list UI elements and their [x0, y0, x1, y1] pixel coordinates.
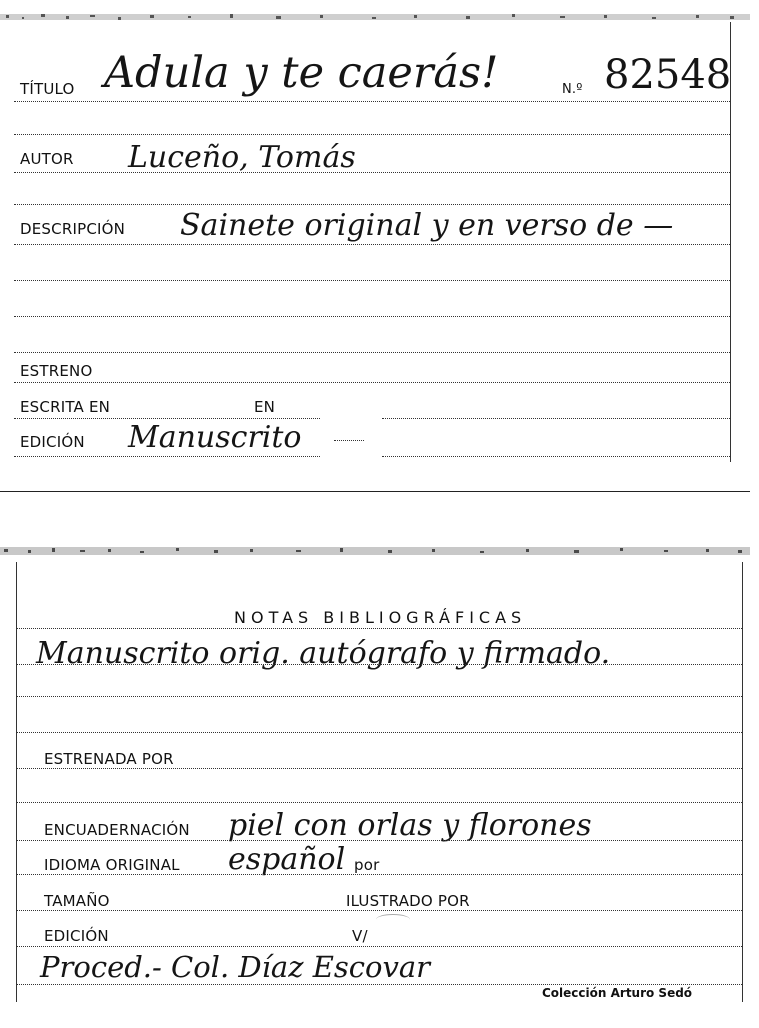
edicion-value: Manuscrito [128, 420, 302, 455]
encuadernacion-label: ENCUADERNACIÓN [44, 821, 190, 839]
v-label: V/ [352, 927, 368, 945]
notas-rule [16, 664, 742, 665]
autor-value: Luceño, Tomás [128, 140, 356, 175]
escrita-en-label: ESCRITA EN [20, 398, 111, 416]
descripcion-value: Sainete original y en verso de — [180, 208, 674, 243]
procedencia-value: Proced.- Col. Díaz Escovar [40, 950, 430, 984]
escrita-en-rule-left [14, 418, 320, 419]
edicion-rule-left [14, 456, 320, 457]
edicion-rule-right [382, 456, 730, 457]
tamano-label: TAMAÑO [44, 892, 110, 910]
heading-rule [16, 628, 742, 629]
catalog-number: 82548 [604, 52, 732, 98]
escrita-en-rule-right [382, 418, 730, 419]
edicion-rule-dash [334, 440, 364, 441]
estrenada-por-rule [16, 768, 742, 769]
estrenada-por-label: ESTRENADA POR [44, 750, 174, 768]
encuadernacion-value: piel con orlas y florones [228, 808, 592, 843]
rule-b4 [16, 732, 742, 733]
edicion-label: EDICIÓN [44, 927, 109, 945]
estreno-label: ESTRENO [20, 362, 93, 380]
en-label: EN [254, 398, 276, 416]
rule-6 [14, 280, 730, 281]
idioma-original-rule [16, 874, 742, 875]
catalog-card-bottom [0, 540, 759, 1028]
notas-value: Manuscrito orig. autógrafo y firmado. [36, 636, 611, 671]
idioma-original-value: español [228, 842, 346, 877]
estreno-rule [14, 382, 730, 383]
notas-bibliograficas-heading: NOTAS BIBLIOGRÁFICAS [234, 608, 527, 627]
catalog-card-top [0, 0, 759, 492]
rule-8 [14, 352, 730, 353]
descripcion-label: DESCRIPCIÓN [20, 220, 126, 238]
scan-edge-speckle [0, 10, 750, 24]
collection-footer: Colección Arturo Sedó [542, 986, 693, 1000]
card-right-border [742, 562, 743, 1002]
rule-4 [14, 204, 730, 205]
scan-edge-speckle [0, 544, 750, 558]
number-label: N.º [562, 82, 583, 97]
idioma-original-label: IDIOMA ORIGINAL [44, 856, 180, 874]
edicion-rule [16, 946, 742, 947]
rule-b3 [16, 696, 742, 697]
tamano-rule [16, 910, 742, 911]
procedencia-rule [16, 984, 742, 985]
rule-2 [14, 134, 730, 135]
rule-b6 [16, 802, 742, 803]
titulo-label: TÍTULO [20, 80, 75, 98]
card-bottom-edge [0, 491, 750, 492]
titulo-rule [14, 101, 730, 102]
paper-smudge [376, 914, 410, 925]
ilustrado-por-label: ILUSTRADO POR [346, 892, 470, 910]
por-label: por [354, 856, 380, 874]
edicion-label: EDICIÓN [20, 433, 85, 451]
rule-7 [14, 316, 730, 317]
encuadernacion-rule [16, 840, 742, 841]
titulo-value: Adula y te caerás! [104, 48, 499, 98]
descripcion-rule [14, 244, 730, 245]
autor-label: AUTOR [20, 150, 74, 168]
autor-rule [14, 172, 730, 173]
